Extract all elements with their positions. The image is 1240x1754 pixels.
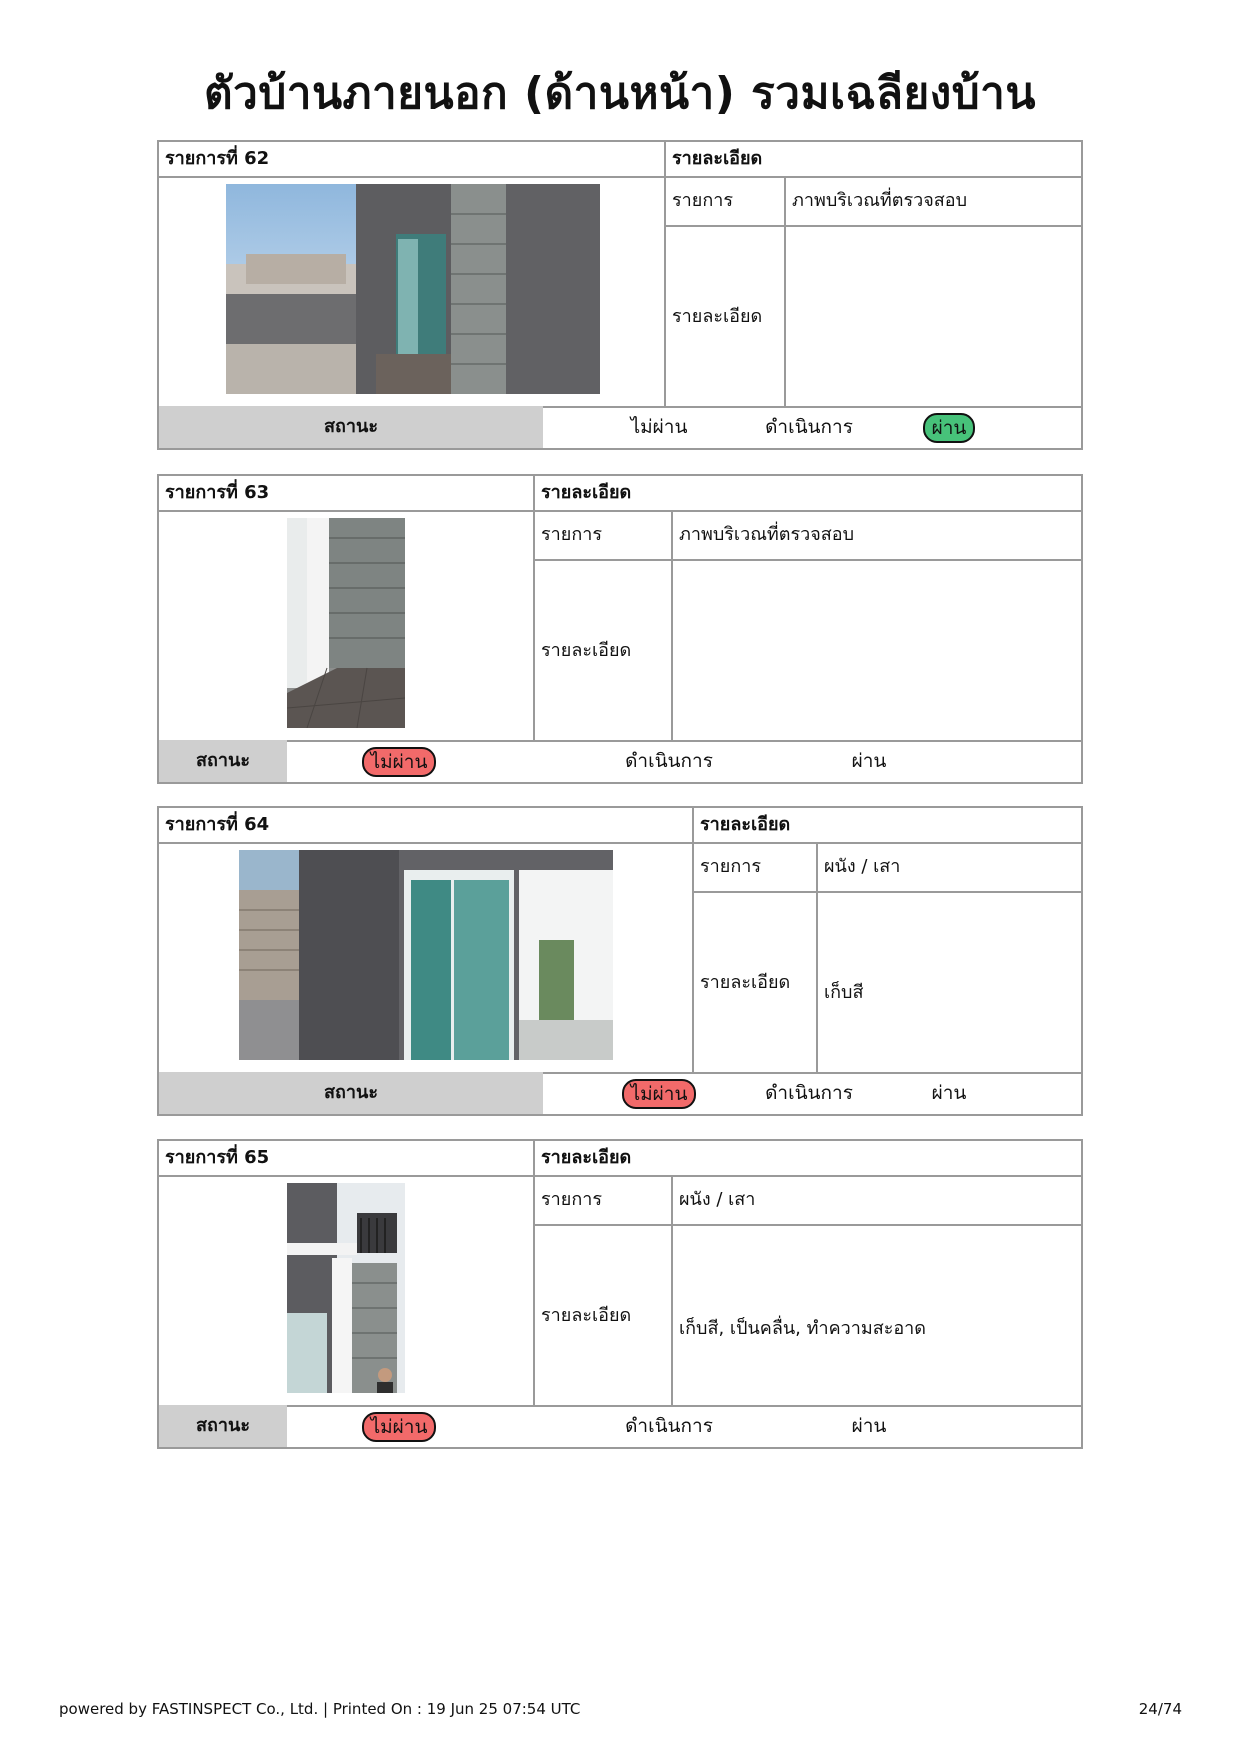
detail-label: รายละเอียด (672, 306, 763, 327)
item-value: ภาพบริเวณที่ตรวจสอบ (792, 190, 967, 211)
option-in-progress[interactable] (739, 406, 879, 448)
option-pass[interactable] (899, 1072, 999, 1114)
item-title: รายการที่ 62 (165, 148, 270, 169)
detail-label: รายละเอียด (541, 1305, 632, 1326)
option-pass[interactable] (899, 406, 999, 448)
inspection-photo[interactable] (287, 518, 405, 728)
item-value: ผนัง / เสา (824, 856, 901, 877)
item-value: ผนัง / เสา (679, 1189, 756, 1210)
option-in-progress[interactable] (599, 1405, 739, 1447)
item-title: รายการที่ 64 (165, 814, 270, 835)
detail-value: เก็บสี, เป็นคลื่น, ทำความสะอาด (679, 1318, 926, 1339)
status-label: สถานะ (159, 1405, 287, 1447)
item-label: รายการ (541, 524, 602, 545)
inspection-photo[interactable] (239, 850, 613, 1060)
option-fail[interactable] (589, 1072, 729, 1114)
option-in-progress[interactable] (739, 1072, 879, 1114)
status-label: สถานะ (159, 406, 543, 448)
page-title: ตัวบ้านภายนอก (ด้านหน้า) รวมเฉลียงบ้าน (204, 68, 1036, 119)
inspection-photo[interactable] (226, 184, 600, 394)
status-label: สถานะ (159, 740, 287, 782)
option-in-progress-text: ดำเนินการ (765, 1082, 853, 1104)
option-pass-selected: ผ่าน (923, 413, 976, 443)
item-title: รายการที่ 65 (165, 1147, 270, 1168)
detail-label: รายละเอียด (700, 972, 791, 993)
inspection-card-65 (157, 1139, 1083, 1449)
detail-value: เก็บสี (824, 982, 864, 1003)
item-value: ภาพบริเวณที่ตรวจสอบ (679, 524, 854, 545)
page-number: 24/74 (1138, 1700, 1182, 1718)
option-fail[interactable] (589, 406, 729, 448)
detail-header: รายละเอียด (541, 1147, 632, 1168)
item-label: รายการ (672, 190, 733, 211)
card-header (159, 808, 1081, 844)
option-fail-selected: ไม่ผ่าน (622, 1079, 697, 1109)
detail-header: รายละเอียด (700, 814, 791, 835)
detail-header: รายละเอียด (541, 482, 632, 503)
option-in-progress-text: ดำเนินการ (765, 416, 853, 438)
option-pass-text: ผ่าน (851, 750, 887, 772)
option-fail-selected: ไม่ผ่าน (362, 747, 437, 777)
footer-powered-by: powered by FASTINSPECT Co., Ltd. | Printed On : 19 Jun 25 07:54 UTC (59, 1700, 581, 1718)
status-label: สถานะ (159, 1072, 543, 1114)
status-bar (159, 406, 1081, 448)
inspection-photo[interactable] (287, 1183, 405, 1393)
inspection-card-64 (157, 806, 1083, 1116)
status-bar (159, 740, 1081, 782)
option-pass-text: ผ่าน (851, 1415, 887, 1437)
detail-value (786, 227, 1083, 406)
detail-value (673, 561, 1083, 740)
item-label: รายการ (541, 1189, 602, 1210)
card-header (159, 1141, 1081, 1177)
option-fail-selected: ไม่ผ่าน (362, 1412, 437, 1442)
card-header (159, 142, 1081, 178)
item-title: รายการที่ 63 (165, 482, 270, 503)
option-in-progress-text: ดำเนินการ (625, 1415, 713, 1437)
card-header (159, 476, 1081, 512)
status-bar (159, 1405, 1081, 1447)
detail-label: รายละเอียด (541, 640, 632, 661)
option-fail[interactable] (329, 740, 469, 782)
status-bar (159, 1072, 1081, 1114)
option-pass-text: ผ่าน (931, 1082, 967, 1104)
option-pass[interactable] (819, 740, 919, 782)
inspection-card-63 (157, 474, 1083, 784)
inspection-card-62 (157, 140, 1083, 450)
detail-header: รายละเอียด (672, 148, 763, 169)
option-in-progress[interactable] (599, 740, 739, 782)
option-fail[interactable] (329, 1405, 469, 1447)
option-fail-text: ไม่ผ่าน (630, 416, 688, 438)
item-label: รายการ (700, 856, 761, 877)
option-pass[interactable] (819, 1405, 919, 1447)
option-in-progress-text: ดำเนินการ (625, 750, 713, 772)
